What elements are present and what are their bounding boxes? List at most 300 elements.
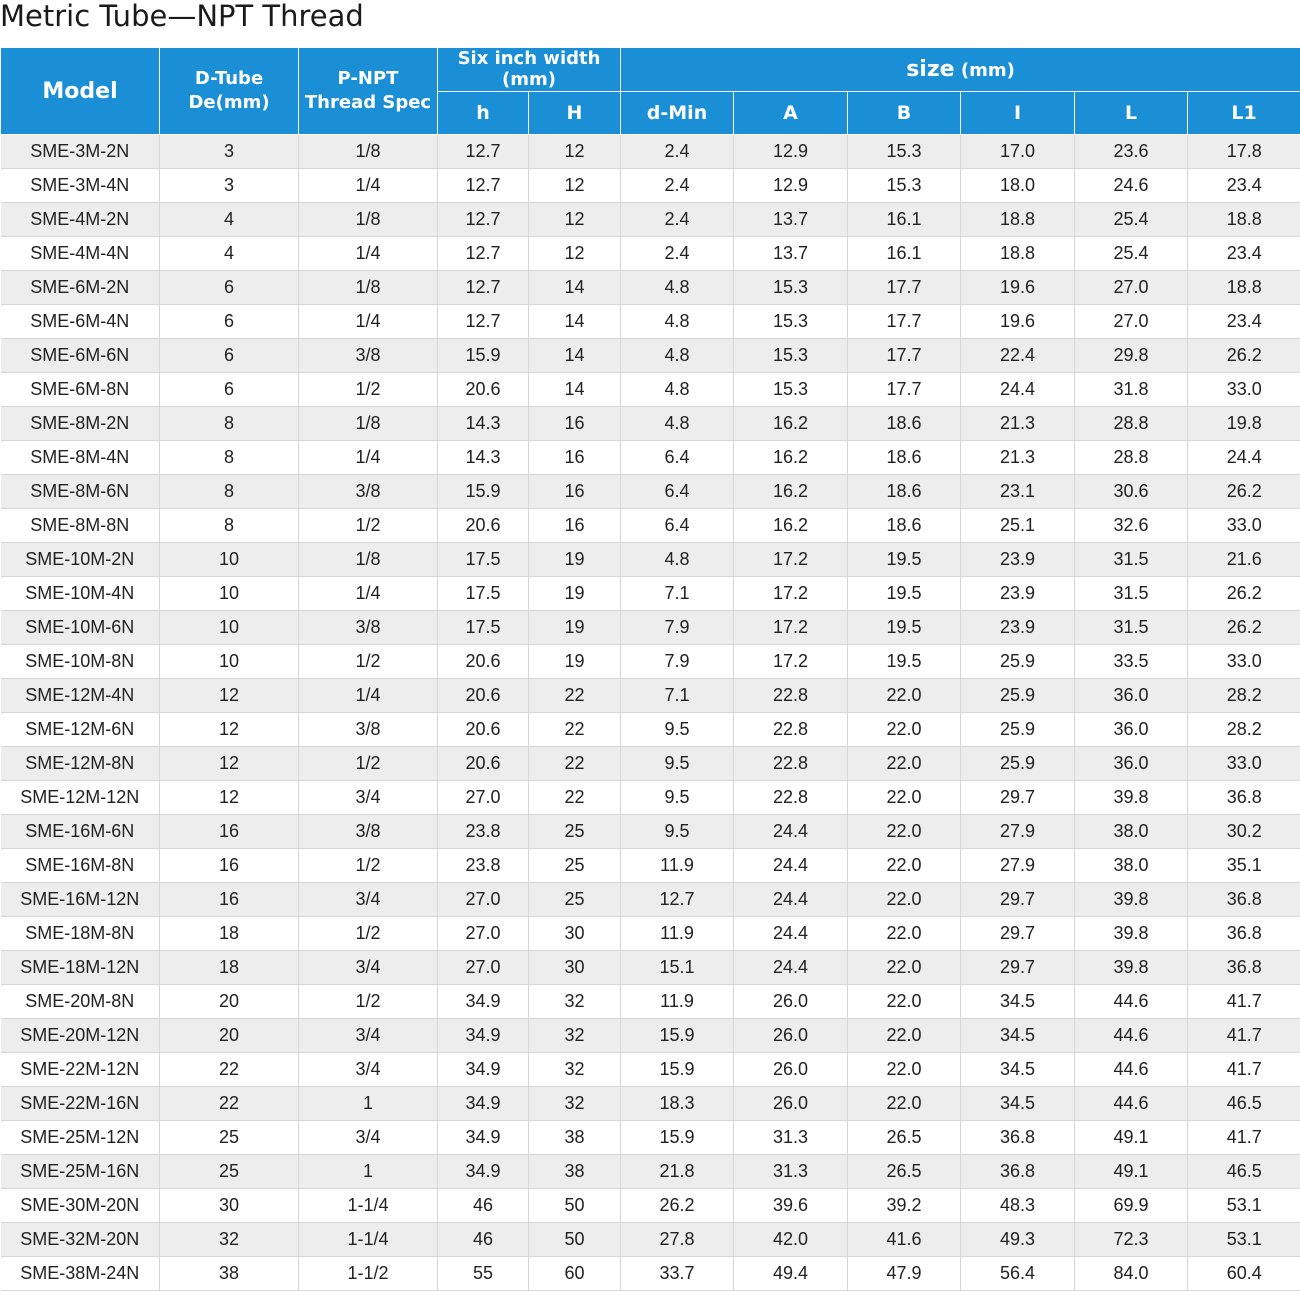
cell-p-npt: 3/4 [299, 883, 438, 917]
cell-i: 29.7 [961, 883, 1075, 917]
header-i: I [961, 91, 1075, 135]
cell-d-min: 9.5 [621, 713, 734, 747]
cell-a: 24.4 [734, 815, 848, 849]
cell-model: SME-6M-2N [1, 271, 160, 305]
cell-b: 16.1 [848, 237, 961, 271]
cell-model: SME-6M-4N [1, 305, 160, 339]
cell-H: 50 [529, 1223, 621, 1257]
cell-a: 39.6 [734, 1189, 848, 1223]
cell-l: 44.6 [1075, 1087, 1188, 1121]
cell-l: 31.5 [1075, 611, 1188, 645]
cell-model: SME-16M-6N [1, 815, 160, 849]
cell-d-min: 7.1 [621, 679, 734, 713]
cell-l1: 41.7 [1188, 985, 1300, 1019]
cell-l: 31.8 [1075, 373, 1188, 407]
cell-a: 16.2 [734, 407, 848, 441]
cell-H: 14 [529, 373, 621, 407]
cell-d-tube: 12 [160, 781, 299, 815]
cell-i: 18.8 [961, 237, 1075, 271]
cell-b: 22.0 [848, 917, 961, 951]
cell-l1: 17.8 [1188, 135, 1300, 169]
table-row [1, 781, 1300, 815]
cell-H: 32 [529, 985, 621, 1019]
cell-l1: 41.7 [1188, 1053, 1300, 1087]
cell-l1: 21.6 [1188, 543, 1300, 577]
cell-l1: 28.2 [1188, 679, 1300, 713]
cell-p-npt: 1/8 [299, 271, 438, 305]
header-l: L [1075, 91, 1188, 135]
cell-model: SME-6M-6N [1, 339, 160, 373]
cell-a: 24.4 [734, 883, 848, 917]
cell-d-min: 2.4 [621, 169, 734, 203]
table-row [1, 1121, 1300, 1155]
cell-model: SME-10M-4N [1, 577, 160, 611]
cell-p-npt: 1/4 [299, 577, 438, 611]
cell-l1: 23.4 [1188, 305, 1300, 339]
cell-l1: 41.7 [1188, 1019, 1300, 1053]
cell-a: 13.7 [734, 203, 848, 237]
table-row [1, 305, 1300, 339]
cell-b: 22.0 [848, 815, 961, 849]
cell-b: 22.0 [848, 985, 961, 1019]
cell-model: SME-25M-12N [1, 1121, 160, 1155]
cell-a: 26.0 [734, 1087, 848, 1121]
cell-l: 44.6 [1075, 1019, 1188, 1053]
cell-l: 84.0 [1075, 1257, 1188, 1291]
cell-i: 29.7 [961, 951, 1075, 985]
cell-i: 23.9 [961, 543, 1075, 577]
cell-model: SME-8M-8N [1, 509, 160, 543]
cell-l: 49.1 [1075, 1155, 1188, 1189]
page-title: Metric Tube—NPT Thread [0, 0, 364, 33]
cell-model: SME-16M-12N [1, 883, 160, 917]
cell-l1: 36.8 [1188, 781, 1300, 815]
cell-d-min: 4.8 [621, 271, 734, 305]
cell-b: 41.6 [848, 1223, 961, 1257]
table-row [1, 1155, 1300, 1189]
cell-a: 49.4 [734, 1257, 848, 1291]
cell-l: 44.6 [1075, 985, 1188, 1019]
cell-d-tube: 38 [160, 1257, 299, 1291]
cell-i: 56.4 [961, 1257, 1075, 1291]
cell-a: 13.7 [734, 237, 848, 271]
cell-H: 16 [529, 441, 621, 475]
table-row [1, 849, 1300, 883]
cell-d-tube: 10 [160, 577, 299, 611]
table-row [1, 883, 1300, 917]
cell-l: 39.8 [1075, 917, 1188, 951]
cell-i: 23.9 [961, 611, 1075, 645]
cell-b: 22.0 [848, 883, 961, 917]
cell-H: 50 [529, 1189, 621, 1223]
cell-l: 39.8 [1075, 883, 1188, 917]
cell-i: 34.5 [961, 1087, 1075, 1121]
cell-i: 25.1 [961, 509, 1075, 543]
cell-b: 19.5 [848, 611, 961, 645]
cell-h: 34.9 [438, 1087, 529, 1121]
cell-b: 19.5 [848, 577, 961, 611]
cell-a: 17.2 [734, 611, 848, 645]
cell-i: 25.9 [961, 645, 1075, 679]
cell-model: SME-10M-2N [1, 543, 160, 577]
cell-i: 36.8 [961, 1121, 1075, 1155]
cell-d-min: 9.5 [621, 781, 734, 815]
cell-H: 14 [529, 339, 621, 373]
cell-d-min: 12.7 [621, 883, 734, 917]
cell-i: 23.9 [961, 577, 1075, 611]
cell-d-tube: 3 [160, 135, 299, 169]
cell-d-min: 4.8 [621, 543, 734, 577]
cell-a: 15.3 [734, 373, 848, 407]
cell-d-tube: 10 [160, 543, 299, 577]
spec-table [0, 47, 1300, 1291]
cell-a: 17.2 [734, 645, 848, 679]
table-row [1, 917, 1300, 951]
cell-H: 12 [529, 237, 621, 271]
cell-d-min: 7.9 [621, 611, 734, 645]
cell-H: 25 [529, 815, 621, 849]
cell-d-tube: 18 [160, 951, 299, 985]
cell-i: 25.9 [961, 679, 1075, 713]
cell-h: 20.6 [438, 373, 529, 407]
cell-d-tube: 8 [160, 407, 299, 441]
cell-l1: 35.1 [1188, 849, 1300, 883]
table-row [1, 475, 1300, 509]
cell-H: 25 [529, 883, 621, 917]
cell-l1: 60.4 [1188, 1257, 1300, 1291]
cell-h: 34.9 [438, 1053, 529, 1087]
cell-p-npt: 1/8 [299, 543, 438, 577]
cell-l: 27.0 [1075, 305, 1188, 339]
cell-d-tube: 8 [160, 475, 299, 509]
cell-d-min: 2.4 [621, 237, 734, 271]
header-p-npt-line2: Thread Spec [304, 92, 432, 113]
cell-l: 32.6 [1075, 509, 1188, 543]
cell-l: 39.8 [1075, 951, 1188, 985]
cell-p-npt: 1 [299, 1087, 438, 1121]
cell-d-tube: 4 [160, 203, 299, 237]
header-size-unit: (mm) [954, 59, 1015, 81]
cell-model: SME-20M-8N [1, 985, 160, 1019]
cell-l: 23.6 [1075, 135, 1188, 169]
cell-h: 23.8 [438, 815, 529, 849]
header-model: Model [1, 48, 160, 135]
cell-d-tube: 25 [160, 1155, 299, 1189]
cell-l1: 46.5 [1188, 1087, 1300, 1121]
cell-p-npt: 1/4 [299, 305, 438, 339]
cell-model: SME-30M-20N [1, 1189, 160, 1223]
cell-p-npt: 1/2 [299, 985, 438, 1019]
cell-i: 36.8 [961, 1155, 1075, 1189]
cell-i: 19.6 [961, 305, 1075, 339]
cell-i: 21.3 [961, 407, 1075, 441]
cell-b: 19.5 [848, 543, 961, 577]
cell-i: 34.5 [961, 985, 1075, 1019]
cell-l: 38.0 [1075, 849, 1188, 883]
header-d-tube-line1: D-Tube [194, 68, 264, 89]
cell-d-tube: 6 [160, 271, 299, 305]
cell-l1: 24.4 [1188, 441, 1300, 475]
cell-d-min: 9.5 [621, 815, 734, 849]
table-header [1, 48, 1300, 135]
cell-d-tube: 8 [160, 441, 299, 475]
cell-model: SME-16M-8N [1, 849, 160, 883]
cell-i: 49.3 [961, 1223, 1075, 1257]
cell-l: 28.8 [1075, 407, 1188, 441]
cell-b: 22.0 [848, 781, 961, 815]
cell-l: 30.6 [1075, 475, 1188, 509]
cell-l1: 33.0 [1188, 509, 1300, 543]
cell-b: 22.0 [848, 1053, 961, 1087]
cell-H: 22 [529, 679, 621, 713]
table-row [1, 135, 1300, 169]
cell-l1: 26.2 [1188, 577, 1300, 611]
cell-a: 12.9 [734, 135, 848, 169]
header-size [621, 48, 1300, 92]
cell-l1: 33.0 [1188, 747, 1300, 781]
cell-model: SME-8M-4N [1, 441, 160, 475]
table-row [1, 1223, 1300, 1257]
table-row [1, 577, 1300, 611]
cell-h: 20.6 [438, 713, 529, 747]
table-row [1, 237, 1300, 271]
table-row [1, 1257, 1300, 1291]
table-row [1, 815, 1300, 849]
header-h-large: H [529, 91, 621, 135]
table-row [1, 747, 1300, 781]
cell-h: 12.7 [438, 203, 529, 237]
cell-b: 15.3 [848, 135, 961, 169]
table-row [1, 1053, 1300, 1087]
cell-model: SME-12M-6N [1, 713, 160, 747]
cell-l1: 36.8 [1188, 917, 1300, 951]
cell-l: 44.6 [1075, 1053, 1188, 1087]
cell-i: 23.1 [961, 475, 1075, 509]
cell-a: 15.3 [734, 339, 848, 373]
cell-h: 17.5 [438, 611, 529, 645]
cell-model: SME-4M-4N [1, 237, 160, 271]
cell-b: 22.0 [848, 679, 961, 713]
cell-p-npt: 1/4 [299, 169, 438, 203]
cell-l1: 53.1 [1188, 1189, 1300, 1223]
cell-b: 22.0 [848, 951, 961, 985]
cell-l: 31.5 [1075, 577, 1188, 611]
cell-d-min: 2.4 [621, 203, 734, 237]
cell-d-min: 21.8 [621, 1155, 734, 1189]
cell-l1: 36.8 [1188, 951, 1300, 985]
cell-d-tube: 22 [160, 1053, 299, 1087]
cell-p-npt: 1/4 [299, 679, 438, 713]
cell-p-npt: 1/2 [299, 917, 438, 951]
cell-d-min: 4.8 [621, 305, 734, 339]
cell-d-min: 15.1 [621, 951, 734, 985]
cell-a: 31.3 [734, 1121, 848, 1155]
cell-a: 24.4 [734, 849, 848, 883]
cell-d-min: 27.8 [621, 1223, 734, 1257]
cell-d-min: 4.8 [621, 407, 734, 441]
cell-d-min: 15.9 [621, 1121, 734, 1155]
cell-d-min: 6.4 [621, 509, 734, 543]
cell-d-min: 6.4 [621, 441, 734, 475]
cell-H: 25 [529, 849, 621, 883]
cell-H: 16 [529, 509, 621, 543]
header-p-npt [299, 48, 438, 135]
cell-h: 20.6 [438, 645, 529, 679]
cell-d-tube: 18 [160, 917, 299, 951]
cell-a: 16.2 [734, 441, 848, 475]
cell-d-min: 4.8 [621, 373, 734, 407]
cell-d-tube: 12 [160, 747, 299, 781]
cell-b: 15.3 [848, 169, 961, 203]
cell-d-tube: 6 [160, 305, 299, 339]
cell-d-min: 2.4 [621, 135, 734, 169]
cell-l1: 18.8 [1188, 203, 1300, 237]
cell-p-npt: 3/4 [299, 1019, 438, 1053]
cell-H: 16 [529, 407, 621, 441]
cell-d-tube: 6 [160, 339, 299, 373]
cell-l: 25.4 [1075, 203, 1188, 237]
cell-model: SME-18M-12N [1, 951, 160, 985]
cell-model: SME-8M-6N [1, 475, 160, 509]
header-h-small: h [438, 91, 529, 135]
table-row [1, 509, 1300, 543]
cell-d-tube: 20 [160, 1019, 299, 1053]
cell-i: 18.0 [961, 169, 1075, 203]
cell-a: 17.2 [734, 577, 848, 611]
cell-l1: 36.8 [1188, 883, 1300, 917]
table-row [1, 1189, 1300, 1223]
cell-l: 27.0 [1075, 271, 1188, 305]
table-row [1, 679, 1300, 713]
cell-i: 22.4 [961, 339, 1075, 373]
cell-d-tube: 16 [160, 883, 299, 917]
cell-model: SME-22M-16N [1, 1087, 160, 1121]
cell-b: 22.0 [848, 1019, 961, 1053]
cell-l: 36.0 [1075, 713, 1188, 747]
cell-b: 22.0 [848, 849, 961, 883]
table-row [1, 713, 1300, 747]
cell-h: 27.0 [438, 883, 529, 917]
cell-d-tube: 30 [160, 1189, 299, 1223]
cell-h: 34.9 [438, 1121, 529, 1155]
cell-p-npt: 1-1/2 [299, 1257, 438, 1291]
cell-l1: 33.0 [1188, 645, 1300, 679]
cell-p-npt: 3/8 [299, 339, 438, 373]
cell-p-npt: 3/8 [299, 475, 438, 509]
cell-b: 17.7 [848, 305, 961, 339]
cell-b: 26.5 [848, 1121, 961, 1155]
table-row [1, 441, 1300, 475]
cell-h: 27.0 [438, 917, 529, 951]
cell-i: 27.9 [961, 849, 1075, 883]
cell-p-npt: 1/2 [299, 849, 438, 883]
cell-h: 14.3 [438, 407, 529, 441]
cell-p-npt: 1/8 [299, 407, 438, 441]
cell-d-tube: 10 [160, 611, 299, 645]
cell-h: 12.7 [438, 169, 529, 203]
cell-model: SME-8M-2N [1, 407, 160, 441]
cell-a: 22.8 [734, 679, 848, 713]
cell-b: 18.6 [848, 509, 961, 543]
cell-p-npt: 3/4 [299, 781, 438, 815]
cell-a: 22.8 [734, 747, 848, 781]
cell-model: SME-12M-12N [1, 781, 160, 815]
table-body [1, 135, 1300, 1291]
cell-a: 26.0 [734, 1019, 848, 1053]
cell-H: 12 [529, 203, 621, 237]
cell-a: 17.2 [734, 543, 848, 577]
cell-a: 42.0 [734, 1223, 848, 1257]
cell-d-min: 9.5 [621, 747, 734, 781]
cell-b: 18.6 [848, 407, 961, 441]
table-row [1, 985, 1300, 1019]
cell-a: 12.9 [734, 169, 848, 203]
cell-h: 15.9 [438, 475, 529, 509]
header-a: A [734, 91, 848, 135]
cell-l: 24.6 [1075, 169, 1188, 203]
table-row [1, 543, 1300, 577]
cell-h: 15.9 [438, 339, 529, 373]
cell-model: SME-25M-16N [1, 1155, 160, 1189]
cell-b: 22.0 [848, 1087, 961, 1121]
header-six-inch-width: Six inch width (mm) [438, 48, 621, 92]
cell-h: 23.8 [438, 849, 529, 883]
cell-p-npt: 1/2 [299, 645, 438, 679]
cell-a: 24.4 [734, 951, 848, 985]
cell-H: 30 [529, 951, 621, 985]
cell-h: 55 [438, 1257, 529, 1291]
cell-d-tube: 12 [160, 713, 299, 747]
table-row [1, 951, 1300, 985]
cell-l: 69.9 [1075, 1189, 1188, 1223]
cell-model: SME-12M-4N [1, 679, 160, 713]
cell-H: 32 [529, 1019, 621, 1053]
cell-p-npt: 3/4 [299, 951, 438, 985]
cell-i: 25.9 [961, 713, 1075, 747]
header-l1: L1 [1188, 91, 1300, 135]
header-d-min: d-Min [621, 91, 734, 135]
cell-h: 20.6 [438, 509, 529, 543]
cell-h: 46 [438, 1189, 529, 1223]
cell-H: 16 [529, 475, 621, 509]
cell-b: 19.5 [848, 645, 961, 679]
cell-h: 27.0 [438, 951, 529, 985]
cell-i: 27.9 [961, 815, 1075, 849]
cell-d-min: 11.9 [621, 849, 734, 883]
cell-d-tube: 3 [160, 169, 299, 203]
header-b: B [848, 91, 961, 135]
cell-l: 33.5 [1075, 645, 1188, 679]
cell-d-tube: 10 [160, 645, 299, 679]
cell-h: 14.3 [438, 441, 529, 475]
cell-h: 20.6 [438, 679, 529, 713]
cell-l: 49.1 [1075, 1121, 1188, 1155]
cell-i: 19.6 [961, 271, 1075, 305]
cell-l1: 41.7 [1188, 1121, 1300, 1155]
cell-l1: 26.2 [1188, 339, 1300, 373]
cell-H: 12 [529, 135, 621, 169]
cell-H: 12 [529, 169, 621, 203]
cell-h: 20.6 [438, 747, 529, 781]
cell-H: 14 [529, 271, 621, 305]
cell-H: 22 [529, 781, 621, 815]
cell-h: 46 [438, 1223, 529, 1257]
cell-h: 12.7 [438, 135, 529, 169]
cell-H: 60 [529, 1257, 621, 1291]
cell-l1: 28.2 [1188, 713, 1300, 747]
cell-h: 34.9 [438, 1155, 529, 1189]
cell-l1: 33.0 [1188, 373, 1300, 407]
